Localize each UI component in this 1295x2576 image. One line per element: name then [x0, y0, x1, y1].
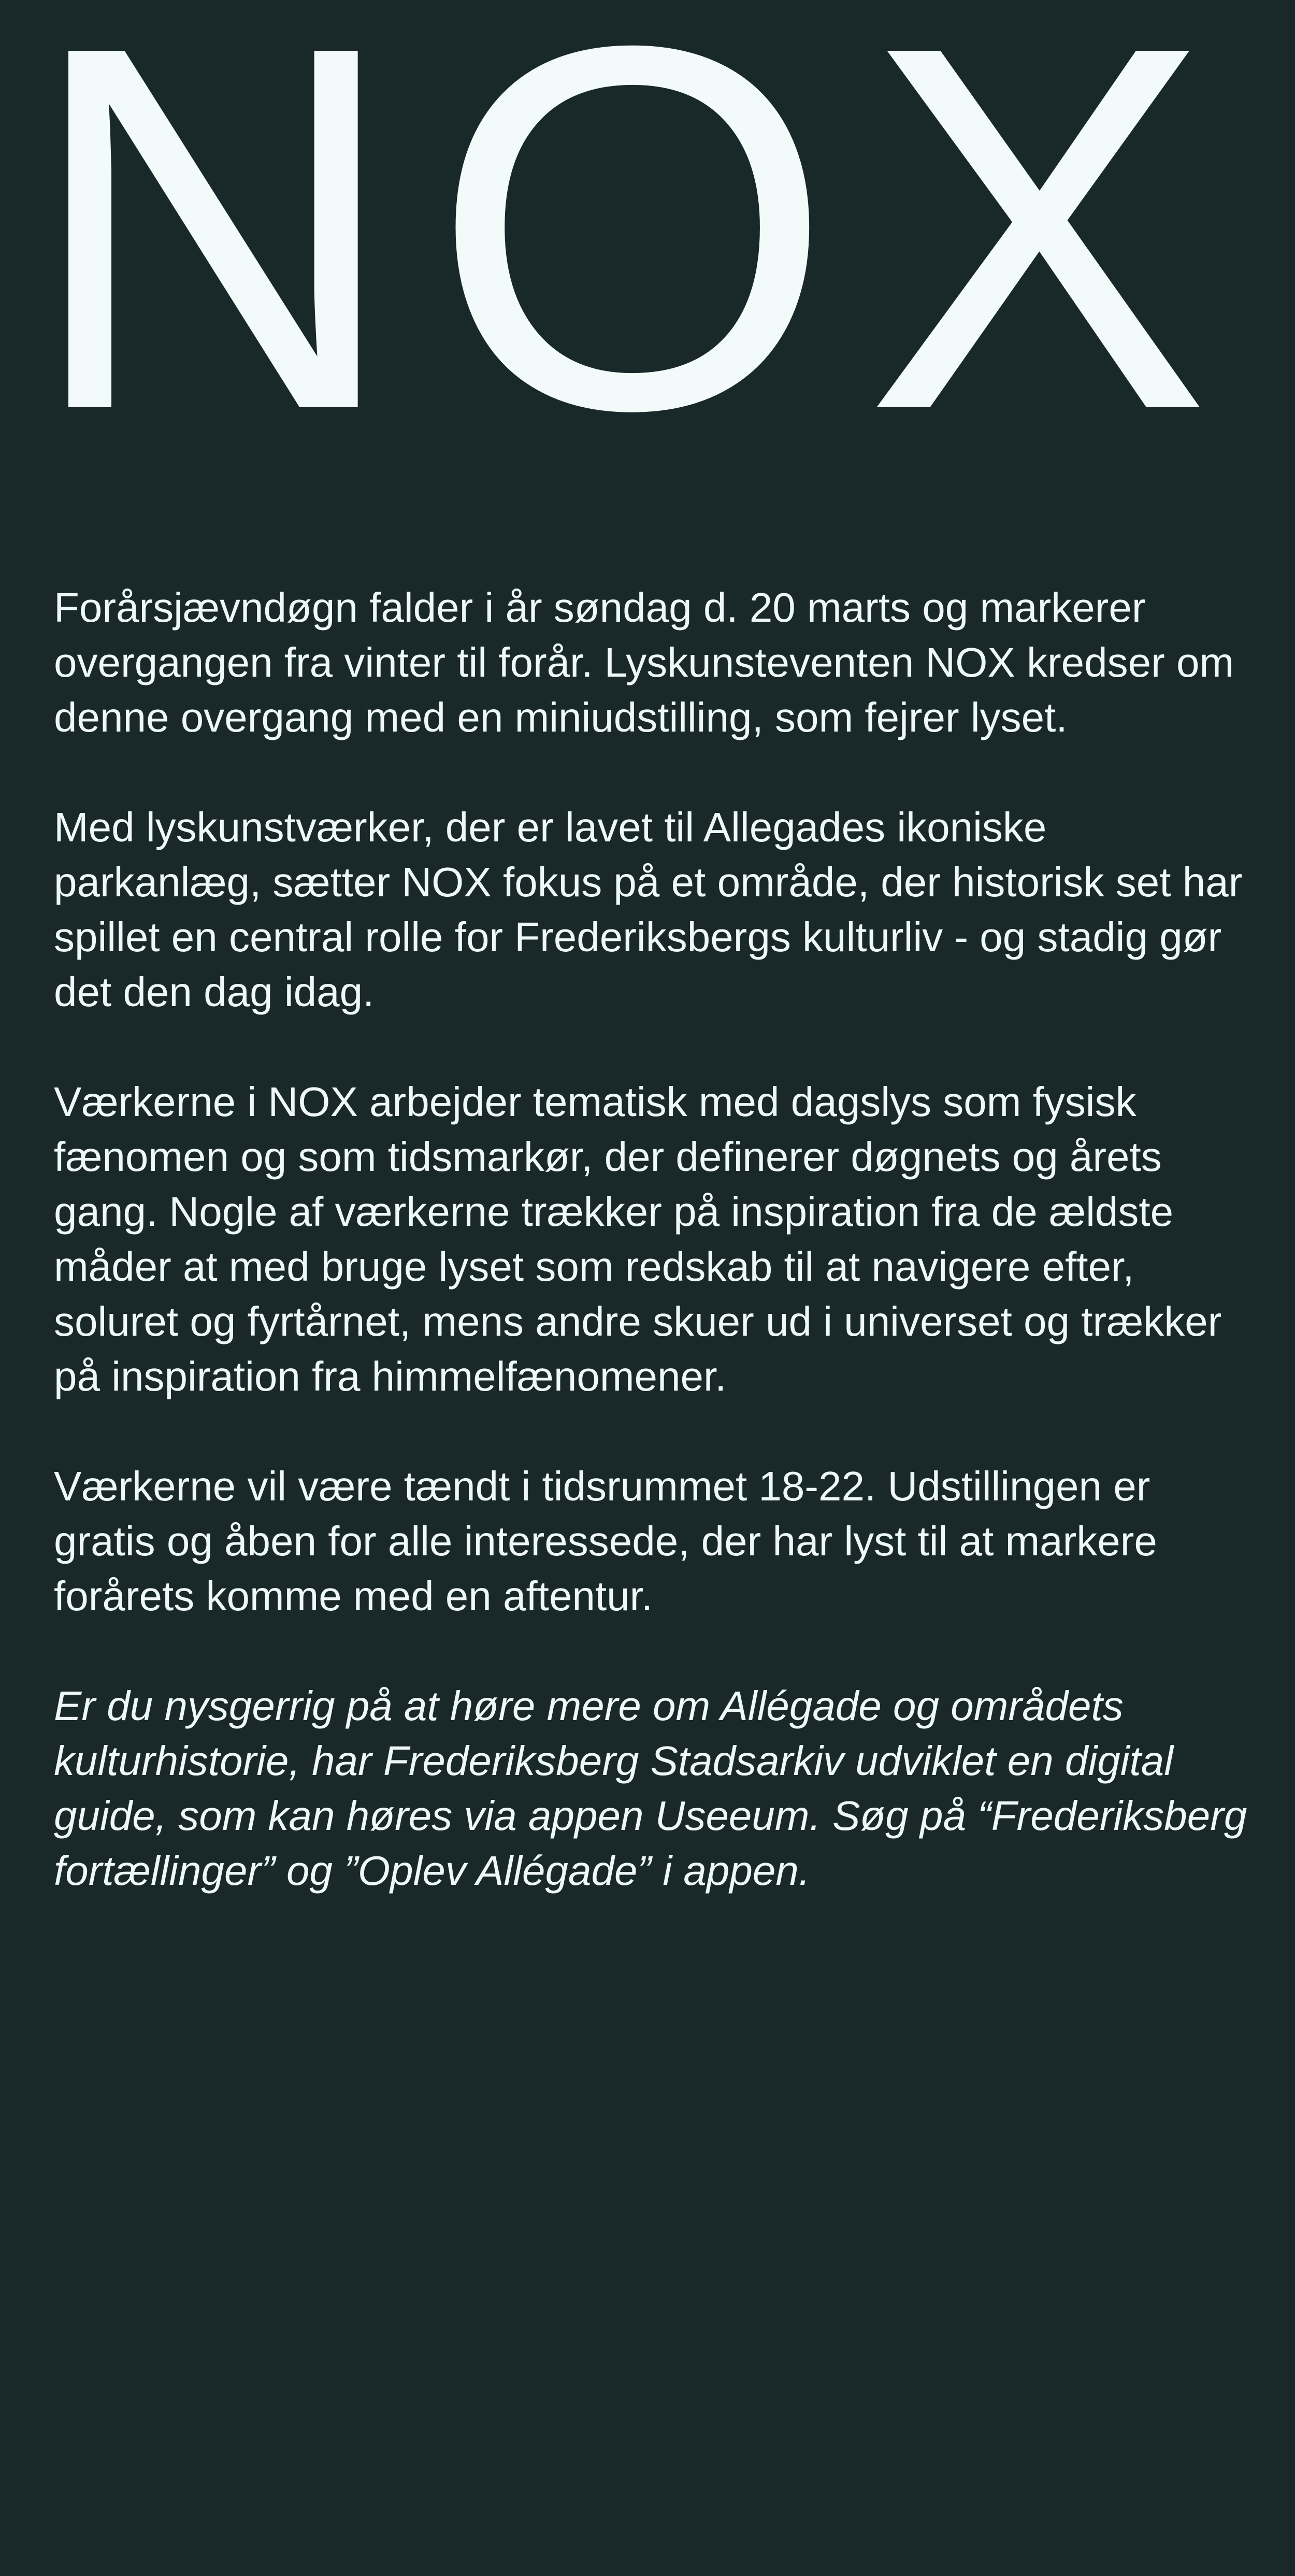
paragraph-intro: Forårsjævndøgn falder i år søndag d. 20 marts og markerer overgangen fra vinter til forår. Lyskunsteventen NOX kredser om denne overgang med en miniudstilling, som fejrer lyset.	[54, 584, 1234, 740]
paragraph-park: Med lyskunstværker, der er lavet til Allegades ikoniske parkanlæg, sætter NOX fokus på et område, der historisk set har spillet en central rolle for Frederiksbergs kulturliv - og stadig gør det den dag idag.	[54, 804, 1243, 1015]
content	[54, 580, 1256, 1953]
paragraph-guide-note: Er du nysgerrig på at høre mere om Allégade og områdets kulturhistorie, har Frederiksberg Stadsarkiv udviklet en digital guide, som kan høres via appen Useeum. Søg på “Frederiksberg fortællinger” og ”Oplev Allégade” i appen.	[54, 1683, 1247, 1894]
paragraph-hours: Værkerne vil være tændt i tidsrummet 18-22. Udstillingen er gratis og åben for alle interessede, der har lyst til at markere forårets komme med en aftentur.	[54, 1463, 1157, 1619]
page-title: NOX	[26, 0, 1242, 517]
paragraph-themes: Værkerne i NOX arbejder tematisk med dagslys som fysisk fænomen og som tidsmarkør, der definerer døgnets og årets gang. Nogle af værkerne trækker på inspiration fra de ældste måder at med bruge lyset som redskab til at navigere efter, soluret og fyrtårnet, mens andre skuer ud i universet og trækker på inspiration fra himmelfænomener.	[54, 1079, 1222, 1399]
